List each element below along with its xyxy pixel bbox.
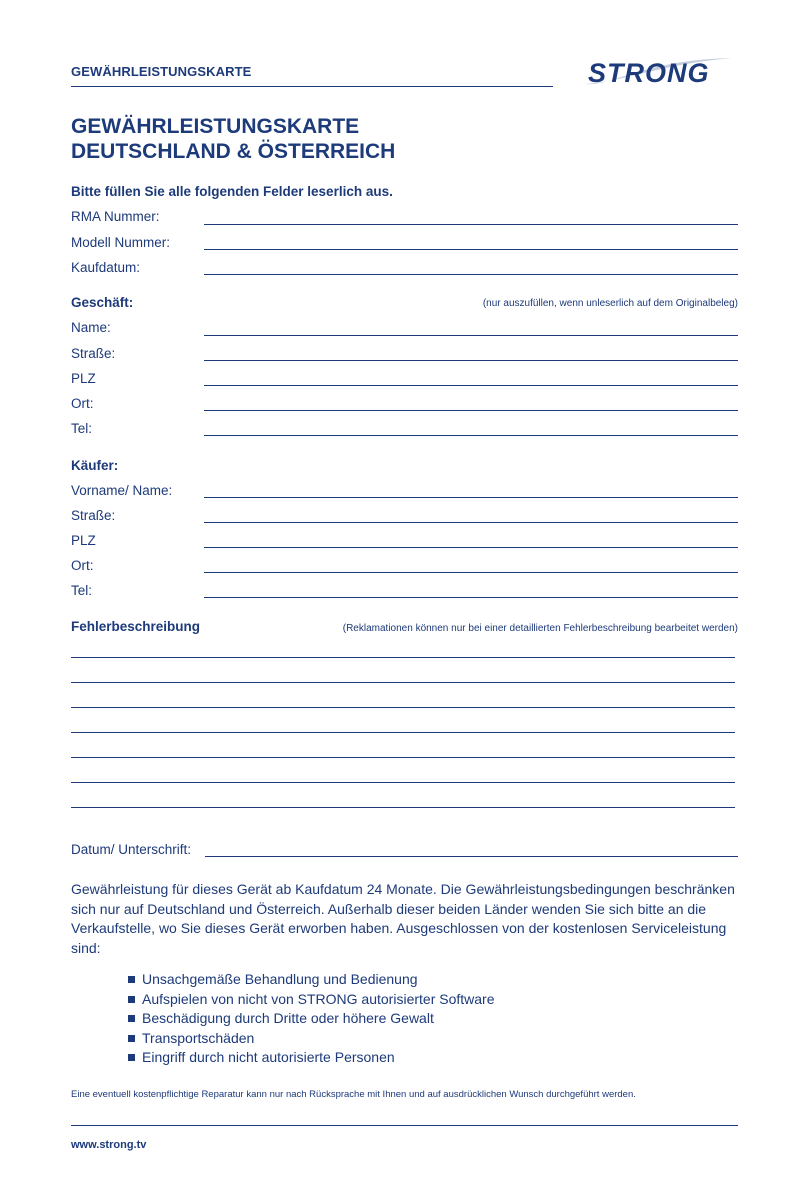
shop-label-city: Ort: xyxy=(71,396,94,411)
list-item: Eingriff durch nicht autorisierte Personen xyxy=(128,1048,495,1068)
fault-heading: Fehlerbeschreibung xyxy=(71,619,201,634)
website-link[interactable]: www.strong.tv xyxy=(71,1139,147,1151)
shop-name-field[interactable] xyxy=(204,335,738,336)
buyer-label-phone: Tel: xyxy=(71,583,93,598)
shop-heading: Geschäft: xyxy=(71,295,134,310)
shop-city-field[interactable] xyxy=(204,410,738,411)
footer-divider xyxy=(71,1125,738,1126)
buyer-label-street: Straße: xyxy=(71,508,116,523)
buyer-city-field[interactable] xyxy=(204,572,738,573)
page-title xyxy=(71,114,395,164)
header-title: GEWÄHRLEISTUNGSKARTE xyxy=(71,64,252,79)
logo-text: STRONG xyxy=(588,58,710,88)
signature-field[interactable] xyxy=(205,856,738,857)
model-number-field[interactable] xyxy=(204,249,738,250)
shop-street-field[interactable] xyxy=(204,360,738,361)
page-title-line-2: DEUTSCHLAND & ÖSTERREICH xyxy=(71,140,396,163)
strong-logo-icon xyxy=(582,56,740,88)
fault-note: (Reklamationen können nur bei einer detaillierten Fehlerbeschreibung bearbeitet werden) xyxy=(342,623,738,634)
bullet-square-icon xyxy=(128,1035,135,1042)
fault-description-line[interactable] xyxy=(71,732,735,733)
field-label-model: Modell Nummer: xyxy=(71,235,171,250)
fault-description-line[interactable] xyxy=(71,682,735,683)
fault-description-line[interactable] xyxy=(71,782,735,783)
shop-zip-field[interactable] xyxy=(204,385,738,386)
bullet-square-icon xyxy=(128,1054,135,1061)
buyer-phone-field[interactable] xyxy=(204,597,738,598)
repair-footnote: Eine eventuell kostenpflichtige Reparatur kann nur nach Rücksprache mit Ihnen und auf ausdrücklichen Wunsch durchgeführt werden. xyxy=(71,1089,636,1100)
shop-label-phone: Tel: xyxy=(71,421,93,436)
fault-description-line[interactable] xyxy=(71,757,735,758)
instruction-text: Bitte füllen Sie alle folgenden Felder leserlich aus. xyxy=(71,184,393,199)
field-label-purchase-date: Kaufdatum: xyxy=(71,260,141,275)
buyer-zip-field[interactable] xyxy=(204,547,738,548)
buyer-label-zip: PLZ xyxy=(71,533,96,548)
shop-label-name: Name: xyxy=(71,320,111,335)
list-item: Aufspielen von nicht von STRONG autorisierter Software xyxy=(128,990,495,1010)
buyer-street-field[interactable] xyxy=(204,522,738,523)
bullet-square-icon xyxy=(128,996,135,1003)
field-label-rma: RMA Nummer: xyxy=(71,209,160,224)
shop-phone-field[interactable] xyxy=(204,435,738,436)
signature-label: Datum/ Unterschrift: xyxy=(71,842,192,857)
purchase-date-field[interactable] xyxy=(204,274,738,275)
bullet-square-icon xyxy=(128,976,135,983)
buyer-name-field[interactable] xyxy=(204,497,738,498)
shop-note: (nur auszufüllen, wenn unleserlich auf dem Originalbeleg) xyxy=(482,298,738,309)
warranty-terms-paragraph: Gewährleistung für dieses Gerät ab Kaufdatum 24 Monate. Die Gewährleistungsbedingungen beschränken sich nur auf Deutschland und Österreich. Außerhalb dieser beiden Länder wenden Sie sich bitte an die Verkaufstelle, wo Sie dieses Gerät erworben haben. Ausgeschlossen von der kostenlosen Serviceleistung sind: xyxy=(71,881,735,956)
buyer-label-city: Ort: xyxy=(71,558,94,573)
exclusion-list xyxy=(128,970,495,1068)
fault-description-line[interactable] xyxy=(71,707,735,708)
fault-description-line[interactable] xyxy=(71,807,735,808)
page-title-line-1: GEWÄHRLEISTUNGSKARTE xyxy=(71,115,360,138)
rma-number-field[interactable] xyxy=(204,224,738,225)
fault-description-line[interactable] xyxy=(71,657,735,658)
strong-logo xyxy=(582,56,740,88)
header-divider xyxy=(71,86,553,87)
list-item: Unsachgemäße Behandlung und Bedienung xyxy=(128,970,495,990)
list-item: Beschädigung durch Dritte oder höhere Gewalt xyxy=(128,1009,495,1029)
shop-label-zip: PLZ xyxy=(71,371,96,386)
buyer-label-name: Vorname/ Name: xyxy=(71,483,173,498)
buyer-heading: Käufer: xyxy=(71,458,119,473)
bullet-square-icon xyxy=(128,1015,135,1022)
list-item: Transportschäden xyxy=(128,1029,495,1049)
shop-label-street: Straße: xyxy=(71,346,116,361)
